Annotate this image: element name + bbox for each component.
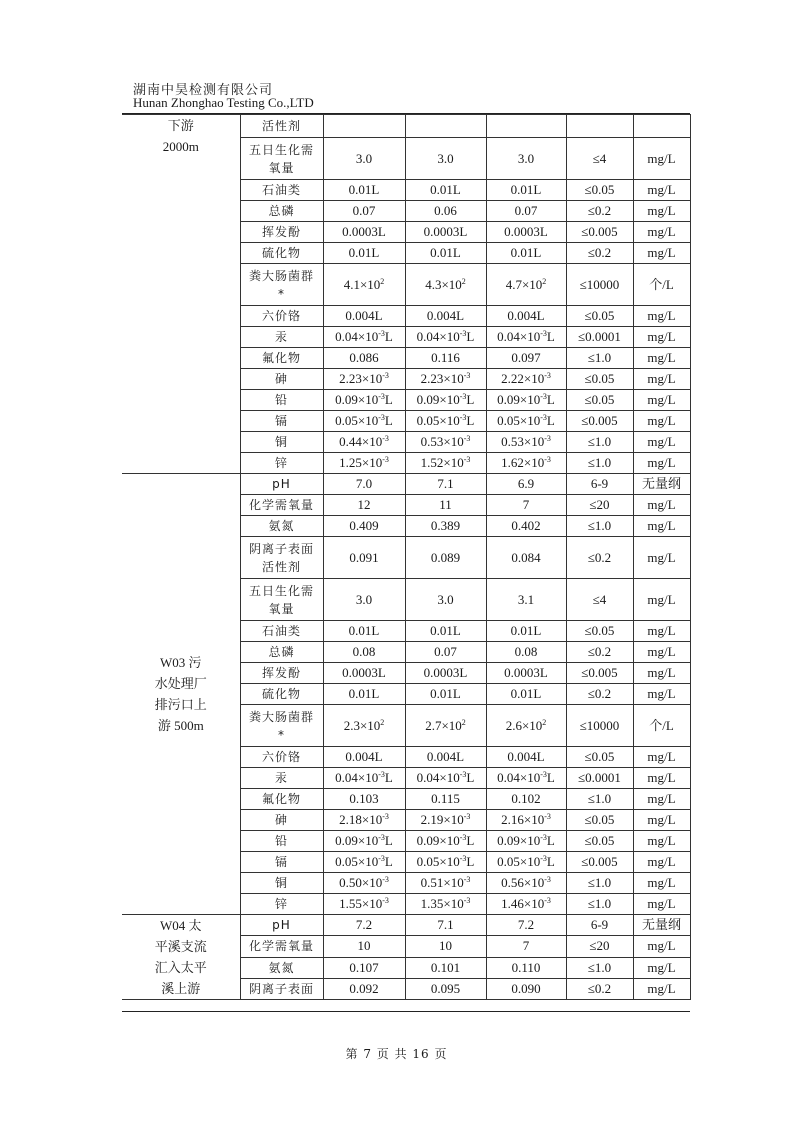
value-cell-2: 0.01L xyxy=(405,243,486,264)
param-cell: 硫化物 xyxy=(240,684,323,705)
value-cell-1: 0.103 xyxy=(323,789,405,810)
standard-cell: ≤1.0 xyxy=(566,432,633,453)
value-cell-1: $1.55\times 10^{-3}$ xyxy=(323,894,405,915)
standard-cell: ≤1.0 xyxy=(566,516,633,537)
value-cell-3: $4.7\times 10^2$ xyxy=(486,264,566,306)
param-cell: 硫化物 xyxy=(240,243,323,264)
value-cell-2: 0.07 xyxy=(405,642,486,663)
param-cell: 石油类 xyxy=(240,180,323,201)
value-cell-2: 7.1 xyxy=(405,915,486,936)
value-cell-3: $0.56\times 10^{-3}$ xyxy=(486,873,566,894)
param-cell: 锌 xyxy=(240,453,323,474)
param-cell: 氨氮 xyxy=(240,516,323,537)
value-cell-3: 0.097 xyxy=(486,348,566,369)
value-cell-2: 0.115 xyxy=(405,789,486,810)
monitoring-results-table xyxy=(122,114,691,1000)
value-cell-2: 0.0003L xyxy=(405,222,486,243)
unit-cell: mg/L xyxy=(633,411,690,432)
value-cell-1: 0.01L xyxy=(323,684,405,705)
value-cell-3: 0.090 xyxy=(486,978,566,999)
site-cell: 下游 2000m xyxy=(122,115,240,474)
value-cell-3: 0.01L xyxy=(486,684,566,705)
param-cell: 总磷 xyxy=(240,642,323,663)
value-cell-3: $0.09\times 10^{-3}L$ xyxy=(486,390,566,411)
value-cell-1: $0.04\times 10^{-3}L$ xyxy=(323,768,405,789)
value-cell-1: 0.092 xyxy=(323,978,405,999)
unit-cell: mg/L xyxy=(633,138,690,180)
value-cell-2: 0.06 xyxy=(405,201,486,222)
value-cell-1: 0.004L xyxy=(323,306,405,327)
value-cell-2: 10 xyxy=(405,936,486,957)
value-cell-2: $1.52\times 10^{-3}$ xyxy=(405,453,486,474)
value-cell-1: $0.05\times 10^{-3}L$ xyxy=(323,852,405,873)
value-cell-3: 0.004L xyxy=(486,747,566,768)
value-cell-3: $0.04\times 10^{-3}L$ xyxy=(486,327,566,348)
unit-cell: mg/L xyxy=(633,516,690,537)
standard-cell: ≤0.2 xyxy=(566,642,633,663)
value-cell-1: $0.04\times 10^{-3}L$ xyxy=(323,327,405,348)
standard-cell: ≤0.0001 xyxy=(566,327,633,348)
value-cell-1: $1.25\times 10^{-3}$ xyxy=(323,453,405,474)
value-cell-1: 0.01L xyxy=(323,180,405,201)
unit-cell: mg/L xyxy=(633,831,690,852)
unit-cell xyxy=(633,115,690,138)
value-cell-2: 0.01L xyxy=(405,621,486,642)
standard-cell: 6-9 xyxy=(566,915,633,936)
value-cell-1: 0.107 xyxy=(323,957,405,978)
value-cell-2: 0.389 xyxy=(405,516,486,537)
value-cell-1: 0.0003L xyxy=(323,663,405,684)
value-cell-3 xyxy=(486,115,566,138)
value-cell-1: $0.05\times 10^{-3}L$ xyxy=(323,411,405,432)
value-cell-1: $0.50\times 10^{-3}$ xyxy=(323,873,405,894)
value-cell-1: 3.0 xyxy=(323,579,405,621)
value-cell-2: 0.0003L xyxy=(405,663,486,684)
param-cell: 砷 xyxy=(240,369,323,390)
standard-cell: ≤1.0 xyxy=(566,894,633,915)
value-cell-3: 6.9 xyxy=(486,474,566,495)
param-cell: 挥发酚 xyxy=(240,663,323,684)
param-cell: pH xyxy=(240,915,323,936)
standard-cell: ≤10000 xyxy=(566,705,633,747)
standard-cell: ≤1.0 xyxy=(566,957,633,978)
value-cell-1: $2.18\times 10^{-3}$ xyxy=(323,810,405,831)
unit-cell: mg/L xyxy=(633,663,690,684)
param-cell: 汞 xyxy=(240,327,323,348)
value-cell-3: 0.0003L xyxy=(486,663,566,684)
value-cell-1: 0.01L xyxy=(323,621,405,642)
standard-cell: ≤0.2 xyxy=(566,537,633,579)
unit-cell: mg/L xyxy=(633,327,690,348)
standard-cell: ≤4 xyxy=(566,579,633,621)
value-cell-2: 0.095 xyxy=(405,978,486,999)
standard-cell: ≤0.05 xyxy=(566,390,633,411)
value-cell-1: 12 xyxy=(323,495,405,516)
value-cell-2: 0.004L xyxy=(405,747,486,768)
param-cell: 六价铬 xyxy=(240,747,323,768)
unit-cell: mg/L xyxy=(633,201,690,222)
value-cell-3: 0.110 xyxy=(486,957,566,978)
unit-cell: 个/L xyxy=(633,705,690,747)
param-cell: 化学需氧量 xyxy=(240,936,323,957)
unit-cell: mg/L xyxy=(633,642,690,663)
site-cell: W04 太 平溪支流 汇入太平 溪上游 xyxy=(122,915,240,1000)
unit-cell: mg/L xyxy=(633,894,690,915)
value-cell-2: 3.0 xyxy=(405,579,486,621)
value-cell-1: 0.01L xyxy=(323,243,405,264)
standard-cell: ≤0.2 xyxy=(566,201,633,222)
standard-cell: ≤0.005 xyxy=(566,852,633,873)
unit-cell: mg/L xyxy=(633,537,690,579)
value-cell-1: 0.0003L xyxy=(323,222,405,243)
value-cell-2: $0.51\times 10^{-3}$ xyxy=(405,873,486,894)
param-cell: 五日生化需 氧量 xyxy=(240,138,323,180)
value-cell-1: $4.1\times 10^2$ xyxy=(323,264,405,306)
param-cell: 总磷 xyxy=(240,201,323,222)
param-cell: 汞 xyxy=(240,768,323,789)
param-cell: 六价铬 xyxy=(240,306,323,327)
value-cell-2: 0.004L xyxy=(405,306,486,327)
table-row xyxy=(122,915,690,936)
value-cell-3: 7 xyxy=(486,936,566,957)
standard-cell: ≤0.005 xyxy=(566,411,633,432)
standard-cell: ≤0.005 xyxy=(566,222,633,243)
unit-cell: mg/L xyxy=(633,453,690,474)
standard-cell: ≤0.05 xyxy=(566,369,633,390)
value-cell-2: $1.35\times 10^{-3}$ xyxy=(405,894,486,915)
value-cell-3: $0.05\times 10^{-3}L$ xyxy=(486,852,566,873)
standard-cell xyxy=(566,115,633,138)
standard-cell: ≤10000 xyxy=(566,264,633,306)
unit-cell: mg/L xyxy=(633,306,690,327)
value-cell-1: 7.2 xyxy=(323,915,405,936)
table-bottom-line xyxy=(122,1011,690,1012)
value-cell-3: 0.084 xyxy=(486,537,566,579)
value-cell-3: $2.22\times 10^{-3}$ xyxy=(486,369,566,390)
param-cell: 铜 xyxy=(240,432,323,453)
table-row xyxy=(122,474,690,495)
value-cell-2: 0.101 xyxy=(405,957,486,978)
param-cell: 五日生化需 氧量 xyxy=(240,579,323,621)
param-cell: 砷 xyxy=(240,810,323,831)
unit-cell: mg/L xyxy=(633,180,690,201)
standard-cell: ≤4 xyxy=(566,138,633,180)
company-name-en: Hunan Zhonghao Testing Co.,LTD xyxy=(133,95,314,110)
param-cell: 氟化物 xyxy=(240,789,323,810)
standard-cell: ≤1.0 xyxy=(566,789,633,810)
standard-cell: ≤0.0001 xyxy=(566,768,633,789)
value-cell-3: $0.05\times 10^{-3}L$ xyxy=(486,411,566,432)
unit-cell: mg/L xyxy=(633,369,690,390)
value-cell-1: 7.0 xyxy=(323,474,405,495)
value-cell-1: 0.08 xyxy=(323,642,405,663)
unit-cell: mg/L xyxy=(633,579,690,621)
unit-cell: mg/L xyxy=(633,390,690,411)
unit-cell: mg/L xyxy=(633,747,690,768)
value-cell-2 xyxy=(405,115,486,138)
value-cell-1: $2.23\times 10^{-3}$ xyxy=(323,369,405,390)
param-cell: 镉 xyxy=(240,852,323,873)
param-cell: 氨氮 xyxy=(240,957,323,978)
unit-cell: 无量纲 xyxy=(633,915,690,936)
value-cell-2: 7.1 xyxy=(405,474,486,495)
standard-cell: ≤0.005 xyxy=(566,663,633,684)
site-cell: W03 污 水处理厂 排污口上 游 500m xyxy=(122,474,240,915)
param-cell: 石油类 xyxy=(240,621,323,642)
param-cell: pH xyxy=(240,474,323,495)
value-cell-2: $0.09\times 10^{-3}L$ xyxy=(405,831,486,852)
value-cell-3: $1.46\times 10^{-3}$ xyxy=(486,894,566,915)
value-cell-3: 0.0003L xyxy=(486,222,566,243)
standard-cell: ≤0.05 xyxy=(566,306,633,327)
standard-cell: ≤0.2 xyxy=(566,978,633,999)
unit-cell: mg/L xyxy=(633,768,690,789)
unit-cell: mg/L xyxy=(633,621,690,642)
standard-cell: ≤1.0 xyxy=(566,453,633,474)
value-cell-1: 10 xyxy=(323,936,405,957)
unit-cell: 无量纲 xyxy=(633,474,690,495)
unit-cell: mg/L xyxy=(633,243,690,264)
company-name-cn: 湖南中昊检测有限公司 xyxy=(133,83,274,98)
value-cell-2: 0.01L xyxy=(405,180,486,201)
standard-cell: ≤1.0 xyxy=(566,348,633,369)
table-body xyxy=(122,115,690,1000)
unit-cell: mg/L xyxy=(633,432,690,453)
standard-cell: ≤0.2 xyxy=(566,684,633,705)
value-cell-1: $2.3\times 10^2$ xyxy=(323,705,405,747)
value-cell-2: 3.0 xyxy=(405,138,486,180)
unit-cell: mg/L xyxy=(633,222,690,243)
value-cell-3: 0.01L xyxy=(486,180,566,201)
value-cell-3: 7 xyxy=(486,495,566,516)
param-cell: 镉 xyxy=(240,411,323,432)
value-cell-3: 0.004L xyxy=(486,306,566,327)
table-row xyxy=(122,115,690,138)
param-cell: 化学需氧量 xyxy=(240,495,323,516)
value-cell-3: 0.402 xyxy=(486,516,566,537)
value-cell-2: $0.05\times 10^{-3}L$ xyxy=(405,852,486,873)
standard-cell: ≤0.2 xyxy=(566,243,633,264)
param-cell: 铜 xyxy=(240,873,323,894)
unit-cell: mg/L xyxy=(633,936,690,957)
value-cell-1: 0.409 xyxy=(323,516,405,537)
param-cell: 锌 xyxy=(240,894,323,915)
value-cell-3: $2.6\times 10^2$ xyxy=(486,705,566,747)
value-cell-1: $0.09\times 10^{-3}L$ xyxy=(323,390,405,411)
value-cell-3: 7.2 xyxy=(486,915,566,936)
value-cell-1: 3.0 xyxy=(323,138,405,180)
value-cell-3: $0.09\times 10^{-3}L$ xyxy=(486,831,566,852)
value-cell-2: $2.19\times 10^{-3}$ xyxy=(405,810,486,831)
standard-cell: ≤0.05 xyxy=(566,621,633,642)
value-cell-2: 0.116 xyxy=(405,348,486,369)
value-cell-3: 0.08 xyxy=(486,642,566,663)
unit-cell: mg/L xyxy=(633,873,690,894)
value-cell-2: $2.23\times 10^{-3}$ xyxy=(405,369,486,390)
unit-cell: mg/L xyxy=(633,957,690,978)
value-cell-1: 0.07 xyxy=(323,201,405,222)
value-cell-2: $2.7\times 10^2$ xyxy=(405,705,486,747)
unit-cell: mg/L xyxy=(633,852,690,873)
value-cell-1: 0.091 xyxy=(323,537,405,579)
param-cell: 挥发酚 xyxy=(240,222,323,243)
standard-cell: ≤0.05 xyxy=(566,831,633,852)
value-cell-2: 0.01L xyxy=(405,684,486,705)
value-cell-1: $0.09\times 10^{-3}L$ xyxy=(323,831,405,852)
value-cell-2: $0.04\times 10^{-3}L$ xyxy=(405,768,486,789)
unit-cell: 个/L xyxy=(633,264,690,306)
value-cell-3: 0.07 xyxy=(486,201,566,222)
param-cell: 阴离子表面 活性剂 xyxy=(240,537,323,579)
unit-cell: mg/L xyxy=(633,348,690,369)
value-cell-2: 0.089 xyxy=(405,537,486,579)
value-cell-2: 11 xyxy=(405,495,486,516)
value-cell-3: $0.04\times 10^{-3}L$ xyxy=(486,768,566,789)
value-cell-3: 0.01L xyxy=(486,621,566,642)
standard-cell: ≤20 xyxy=(566,936,633,957)
unit-cell: mg/L xyxy=(633,810,690,831)
value-cell-2: $4.3\times 10^2$ xyxy=(405,264,486,306)
value-cell-2: $0.05\times 10^{-3}L$ xyxy=(405,411,486,432)
unit-cell: mg/L xyxy=(633,495,690,516)
value-cell-1: 0.086 xyxy=(323,348,405,369)
page-footer: 第 7 页 共 16 页 xyxy=(345,1047,448,1061)
value-cell-3: 0.01L xyxy=(486,243,566,264)
param-cell: 粪大肠菌群 * xyxy=(240,264,323,306)
value-cell-2: $0.53\times 10^{-3}$ xyxy=(405,432,486,453)
param-cell: 氟化物 xyxy=(240,348,323,369)
unit-cell: mg/L xyxy=(633,978,690,999)
standard-cell: ≤20 xyxy=(566,495,633,516)
standard-cell: ≤0.05 xyxy=(566,747,633,768)
value-cell-2: $0.04\times 10^{-3}L$ xyxy=(405,327,486,348)
param-cell: 铅 xyxy=(240,390,323,411)
standard-cell: ≤0.05 xyxy=(566,180,633,201)
standard-cell: ≤1.0 xyxy=(566,873,633,894)
value-cell-3: $0.53\times 10^{-3}$ xyxy=(486,432,566,453)
unit-cell: mg/L xyxy=(633,684,690,705)
value-cell-1: $0.44\times 10^{-3}$ xyxy=(323,432,405,453)
value-cell-3: $1.62\times 10^{-3}$ xyxy=(486,453,566,474)
param-cell: 阴离子表面 xyxy=(240,978,323,999)
unit-cell: mg/L xyxy=(633,789,690,810)
standard-cell: ≤0.05 xyxy=(566,810,633,831)
param-cell: 粪大肠菌群 * xyxy=(240,705,323,747)
value-cell-3: $2.16\times 10^{-3}$ xyxy=(486,810,566,831)
value-cell-3: 0.102 xyxy=(486,789,566,810)
standard-cell: 6-9 xyxy=(566,474,633,495)
value-cell-3: 3.1 xyxy=(486,579,566,621)
param-cell: 活性剂 xyxy=(240,115,323,138)
value-cell-1: 0.004L xyxy=(323,747,405,768)
param-cell: 铅 xyxy=(240,831,323,852)
value-cell-3: 3.0 xyxy=(486,138,566,180)
value-cell-2: $0.09\times 10^{-3}L$ xyxy=(405,390,486,411)
value-cell-1 xyxy=(323,115,405,138)
